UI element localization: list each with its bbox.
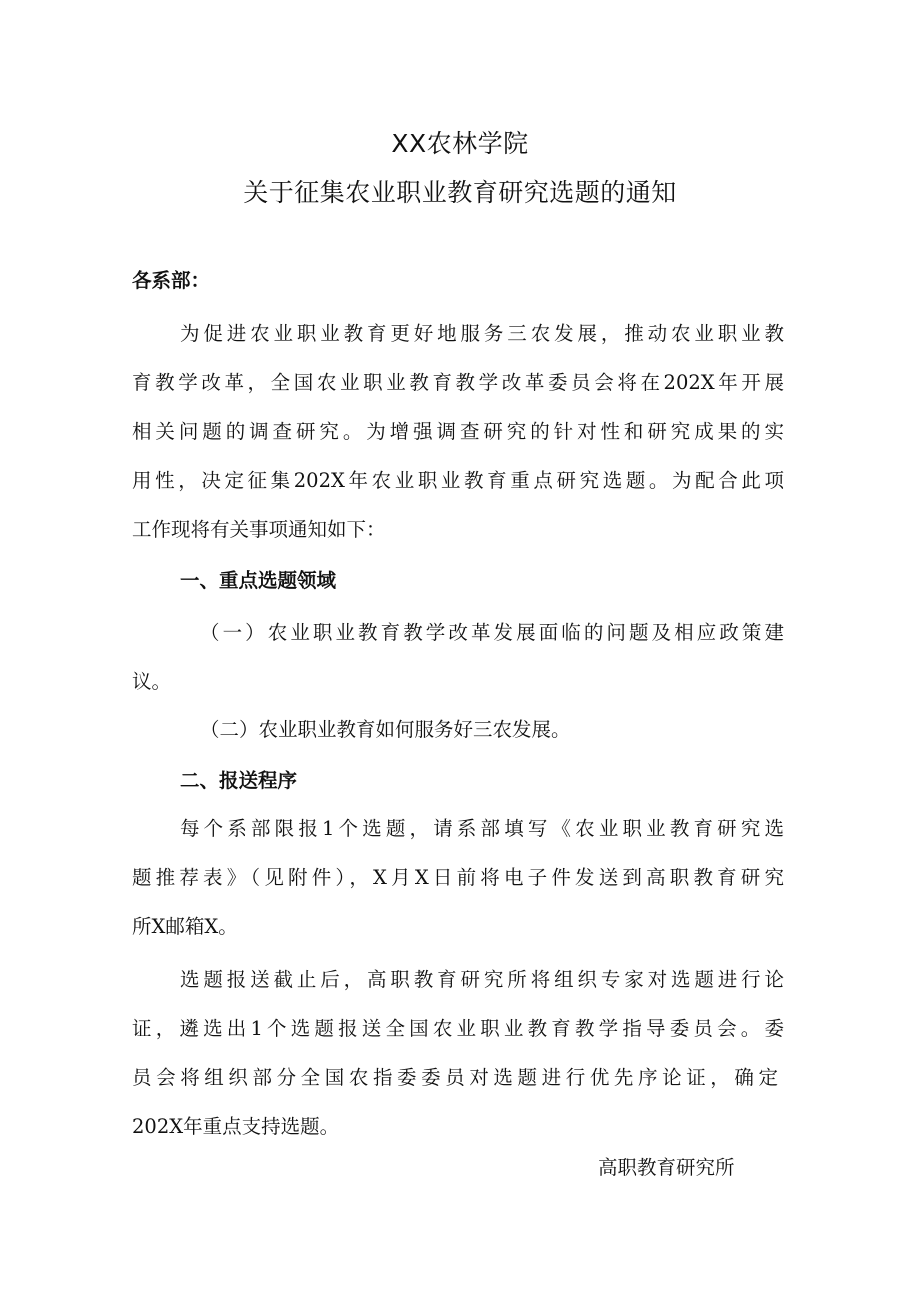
signature: 高职教育研究所 <box>598 1156 735 1179</box>
section2-para2-line2: 证，遴选出1个选题报送全国农业职业教育教学指导委员会。委 <box>132 1017 784 1040</box>
section1-item1-line2: 议。 <box>132 670 172 693</box>
section1-heading: 一、重点选题领域 <box>180 569 337 592</box>
section2-para1-line3: 所X邮箱X。 <box>132 915 238 938</box>
section2-para1-line1: 每个系部限报1个选题，请系部填写《农业职业教育研究选 <box>180 817 784 840</box>
section1-item2: （二）农业职业教育如何服务好三农发展。 <box>200 718 571 741</box>
document-title-institution: XX农林学院 <box>391 129 529 158</box>
section2-para2-line3: 员会将组织部分全国农指委委员对选题进行优先序论证，确定 <box>132 1066 778 1089</box>
section2-para2-line4: 202X年重点支持选题。 <box>132 1115 340 1138</box>
section2-para2-line1: 选题报送截止后，高职教育研究所将组织专家对选题进行论 <box>180 968 784 991</box>
section2-heading: 二、报送程序 <box>180 769 298 792</box>
intro-line-1: 为促进农业职业教育更好地服务三农发展，推动农业职业教 <box>180 322 784 345</box>
document-title-subject: 关于征集农业职业教育研究选题的通知 <box>243 178 677 207</box>
section2-para1-line2: 题推荐表》（见附件），X月X日前将电子件发送到高职教育研究 <box>132 866 784 889</box>
intro-line-4: 用性，决定征集202X年农业职业教育重点研究选题。为配合此项 <box>132 469 784 492</box>
salutation: 各系部： <box>132 269 211 292</box>
intro-line-5: 工作现将有关事项通知如下： <box>132 518 386 541</box>
intro-line-2: 育教学改革，全国农业职业教育教学改革委员会将在202X年开展 <box>132 371 784 394</box>
intro-line-3: 相关问题的调查研究。为增强调查研究的针对性和研究成果的实 <box>132 420 784 443</box>
section1-item1-line1: （一）农业职业教育教学改革发展面临的问题及相应政策建 <box>200 621 784 644</box>
